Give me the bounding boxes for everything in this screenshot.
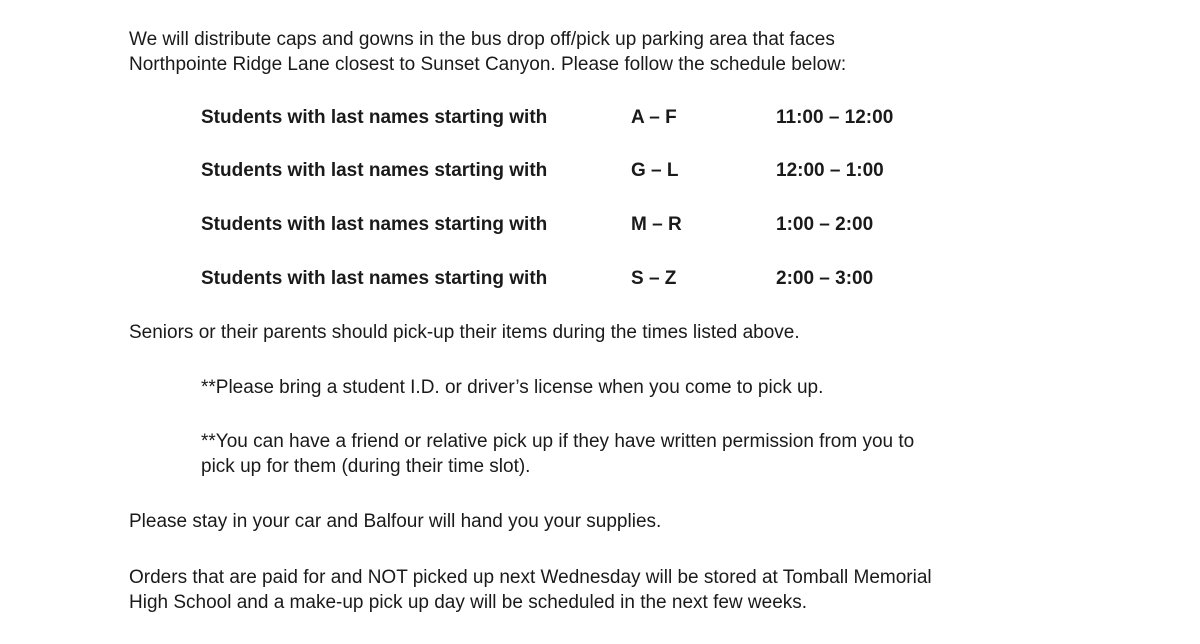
intro-line-2: Northpointe Ridge Lane closest to Sunset Canyon. Please follow the schedule below: xyxy=(129,54,847,75)
schedule-time: 11:00 – 12:00 xyxy=(776,107,894,128)
intro-paragraph xyxy=(129,27,846,77)
schedule-range: M – R xyxy=(631,214,682,235)
schedule-range: A – F xyxy=(631,107,677,128)
id-note: **Please bring a student I.D. or driver’s license when you come to pick up. xyxy=(201,377,824,398)
schedule-time: 1:00 – 2:00 xyxy=(776,214,874,235)
orders-line-2: High School and a make-up pick up day will be scheduled in the next few weeks. xyxy=(129,592,808,613)
schedule-range: G – L xyxy=(631,160,679,181)
schedule-time: 2:00 – 3:00 xyxy=(776,268,874,289)
schedule-time: 12:00 – 1:00 xyxy=(776,160,884,181)
schedule-range: S – Z xyxy=(631,268,677,289)
friend-note xyxy=(201,429,914,479)
schedule-label: Students with last names starting with xyxy=(201,268,548,289)
schedule-label: Students with last names starting with xyxy=(201,107,548,128)
intro-line-1: We will distribute caps and gowns in the bus drop off/pick up parking area that faces xyxy=(129,29,835,50)
friend-note-line-1: **You can have a friend or relative pick up if they have written permission from you to xyxy=(201,431,915,452)
orders-paragraph xyxy=(129,565,932,615)
friend-note-line-2: pick up for them (during their time slot). xyxy=(201,456,531,477)
stay-in-car-paragraph: Please stay in your car and Balfour will hand you your supplies. xyxy=(129,511,662,532)
schedule-label: Students with last names starting with xyxy=(201,160,548,181)
schedule-label: Students with last names starting with xyxy=(201,214,548,235)
seniors-paragraph: Seniors or their parents should pick-up their items during the times listed above. xyxy=(129,322,800,343)
orders-line-1: Orders that are paid for and NOT picked up next Wednesday will be stored at Tomball Memorial xyxy=(129,567,932,588)
